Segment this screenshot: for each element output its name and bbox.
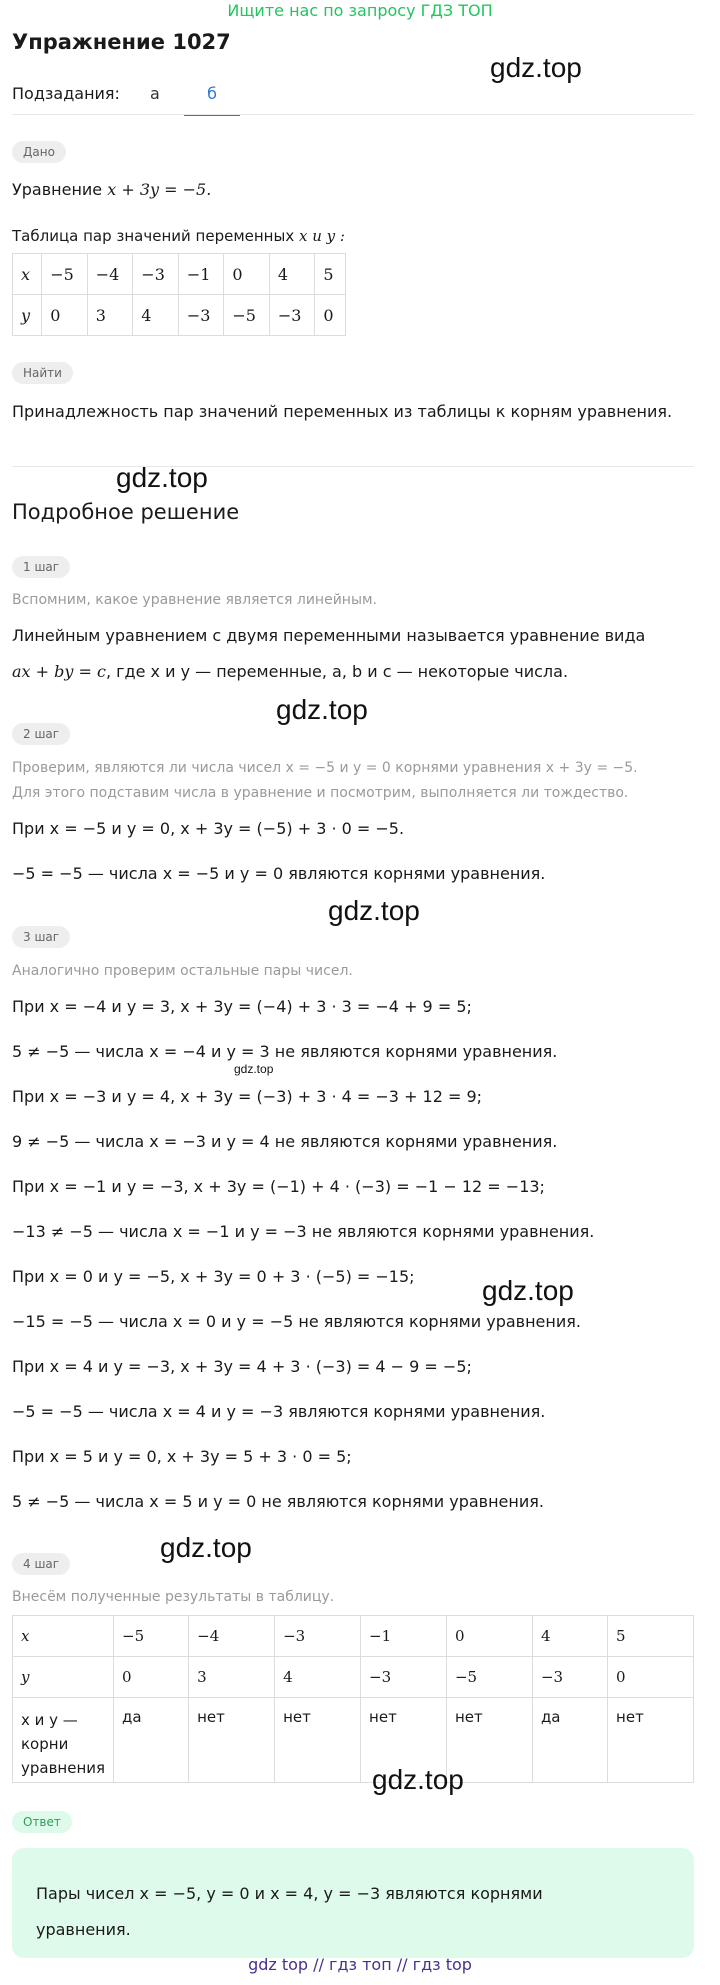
watermark: gdz.top	[328, 895, 420, 926]
step-1-chip: 1 шаг	[12, 556, 70, 578]
table-cell: 4	[133, 295, 179, 336]
table-row	[13, 1698, 694, 1783]
step-1-line-2	[12, 660, 568, 684]
step-3-line: При x = 5 и y = 0, x + 3y = 5 + 3 · 0 = 5;	[12, 1447, 352, 1466]
table-header-roots: x и y — корни уравнения	[13, 1698, 114, 1783]
step-3-line: При x = −3 и y = 4, x + 3y = (−3) + 3 · 4 = −3 + 12 = 9;	[12, 1087, 483, 1106]
table-cell: −1	[361, 1616, 447, 1657]
table-cell: 0	[114, 1657, 189, 1698]
watermark: gdz.top	[276, 694, 368, 725]
table-caption	[12, 224, 345, 248]
table-cell: 5	[608, 1616, 694, 1657]
step-2-line-2: −5 = −5 — числа x = −5 и y = 0 являются корнями уравнения.	[12, 864, 546, 883]
answer-text: Пары чисел x = −5, y = 0 и x = 4, y = −3 являются корнями уравнения.	[36, 1884, 543, 1939]
given-table	[12, 253, 346, 336]
step-2-hint-1: Проверим, являются ли числа чисел x = −5 и y = 0 корнями уравнения x + 3y = −5.	[12, 760, 638, 776]
table-cell: −1	[178, 254, 224, 295]
table-cell: нет	[446, 1698, 532, 1783]
footer-link[interactable]: гдз топ	[329, 1955, 392, 1974]
step-3-line: −13 ≠ −5 — числа x = −1 и y = −3 не являются корнями уравнения.	[12, 1222, 595, 1241]
answer-chip: Ответ	[12, 1811, 72, 1833]
tab-a[interactable]: а	[150, 84, 160, 103]
step-2-line-1: При x = −5 и y = 0, x + 3y = (−5) + 3 · 0 = −5.	[12, 819, 405, 838]
table-caption-vars: x и y :	[298, 227, 345, 245]
footer-separator: //	[313, 1955, 324, 1974]
step-3-line: −5 = −5 — числа x = 4 и y = −3 являются корнями уравнения.	[12, 1402, 546, 1421]
watermark: gdz.top	[490, 52, 582, 83]
result-table	[12, 1615, 694, 1783]
step-1-line-1: Линейным уравнением с двумя переменными называется уравнение вида	[12, 626, 646, 645]
step-1-math: ax + by = c	[12, 662, 106, 681]
table-cell: 3	[189, 1657, 275, 1698]
step-3-line: При x = −1 и y = −3, x + 3y = (−1) + 4 · (−3) = −1 − 12 = −13;	[12, 1177, 545, 1196]
table-cell: −4	[87, 254, 133, 295]
table-cell: −5	[446, 1657, 532, 1698]
table-cell: −3	[532, 1657, 607, 1698]
table-cell: 0	[446, 1616, 532, 1657]
table-cell: да	[114, 1698, 189, 1783]
table-cell: нет	[189, 1698, 275, 1783]
step-1-text: , где x и y — переменные, a, b и c — некоторые числа.	[105, 662, 569, 681]
step-3-line: 5 ≠ −5 — числа x = 5 и y = 0 не являются корнями уравнения.	[12, 1492, 544, 1511]
tab-b[interactable]: б	[184, 84, 240, 116]
table-row	[13, 295, 346, 336]
table-cell: −5	[224, 295, 270, 336]
watermark: gdz.top	[116, 462, 208, 493]
given-equation	[12, 178, 211, 202]
table-cell: 3	[87, 295, 133, 336]
table-header-x: x	[13, 254, 42, 295]
divider	[12, 466, 694, 467]
table-row	[13, 1657, 694, 1698]
table-cell: 0	[608, 1657, 694, 1698]
table-cell: нет	[275, 1698, 361, 1783]
table-header-x: x	[13, 1616, 114, 1657]
table-cell: −3	[269, 295, 315, 336]
watermark: gdz.top	[372, 1764, 464, 1795]
table-header-y: y	[13, 295, 42, 336]
table-cell: −3	[361, 1657, 447, 1698]
table-cell: 0	[315, 295, 346, 336]
step-1-hint: Вспомним, какое уравнение является линейным.	[12, 592, 378, 608]
given-chip: Дано	[12, 141, 66, 163]
step-2-hint-2: Для этого подставим числа в уравнение и посмотрим, выполняется ли тождество.	[12, 785, 629, 801]
table-cell: 0	[42, 295, 88, 336]
table-cell: −4	[189, 1616, 275, 1657]
watermark: gdz.top	[482, 1275, 574, 1306]
divider	[12, 114, 694, 115]
step-4-hint: Внесём полученные результаты в таблицу.	[12, 1589, 335, 1605]
table-cell: −5	[114, 1616, 189, 1657]
table-row	[13, 1616, 694, 1657]
table-caption-text: Таблица пар значений переменных	[12, 227, 295, 245]
table-cell: да	[532, 1698, 607, 1783]
watermark-small: gdz.top	[234, 1062, 274, 1076]
step-2-chip: 2 шаг	[12, 723, 70, 745]
table-cell: нет	[608, 1698, 694, 1783]
table-header-y: y	[13, 1657, 114, 1698]
footer-links	[0, 1955, 720, 1974]
step-3-line: 5 ≠ −5 — числа x = −4 и y = 3 не являются корнями уравнения.	[12, 1042, 558, 1061]
given-equation-math: x + 3y = −5.	[107, 180, 212, 199]
step-3-line: При x = 0 и y = −5, x + 3y = 0 + 3 · (−5) = −15;	[12, 1267, 415, 1286]
step-3-line: −15 = −5 — числа x = 0 и y = −5 не являются корнями уравнения.	[12, 1312, 581, 1331]
solution-title: Подробное решение	[12, 500, 240, 524]
top-banner: Ищите нас по запросу ГДЗ ТОП	[227, 1, 493, 20]
table-cell: −3	[178, 295, 224, 336]
step-3-chip: 3 шаг	[12, 926, 70, 948]
find-text: Принадлежность пар значений переменных из таблицы к корням уравнения.	[12, 402, 673, 421]
page-title: Упражнение 1027	[12, 30, 231, 54]
find-chip: Найти	[12, 362, 73, 384]
step-3-line: При x = 4 и y = −3, x + 3y = 4 + 3 · (−3) = 4 − 9 = −5;	[12, 1357, 472, 1376]
table-cell: 0	[224, 254, 270, 295]
step-4-chip: 4 шаг	[12, 1553, 70, 1575]
table-cell: 5	[315, 254, 346, 295]
given-equation-prefix: Уравнение	[12, 180, 103, 199]
table-cell: −3	[133, 254, 179, 295]
table-cell: −5	[42, 254, 88, 295]
footer-link[interactable]: гдз top	[412, 1955, 472, 1974]
footer-link[interactable]: gdz top	[248, 1955, 309, 1974]
table-cell: нет	[361, 1698, 447, 1783]
step-3-hint: Аналогично проверим остальные пары чисел.	[12, 963, 353, 979]
subtasks-label: Подзадания:	[12, 84, 120, 103]
table-row	[13, 254, 346, 295]
table-cell: 4	[269, 254, 315, 295]
table-cell: 4	[275, 1657, 361, 1698]
table-cell: 4	[532, 1616, 607, 1657]
watermark: gdz.top	[160, 1532, 252, 1563]
table-cell: −3	[275, 1616, 361, 1657]
footer-separator: //	[396, 1955, 408, 1974]
step-3-line: 9 ≠ −5 — числа x = −3 и y = 4 не являются корнями уравнения.	[12, 1132, 558, 1151]
step-3-line: При x = −4 и y = 3, x + 3y = (−4) + 3 · 3 = −4 + 9 = 5;	[12, 997, 472, 1016]
